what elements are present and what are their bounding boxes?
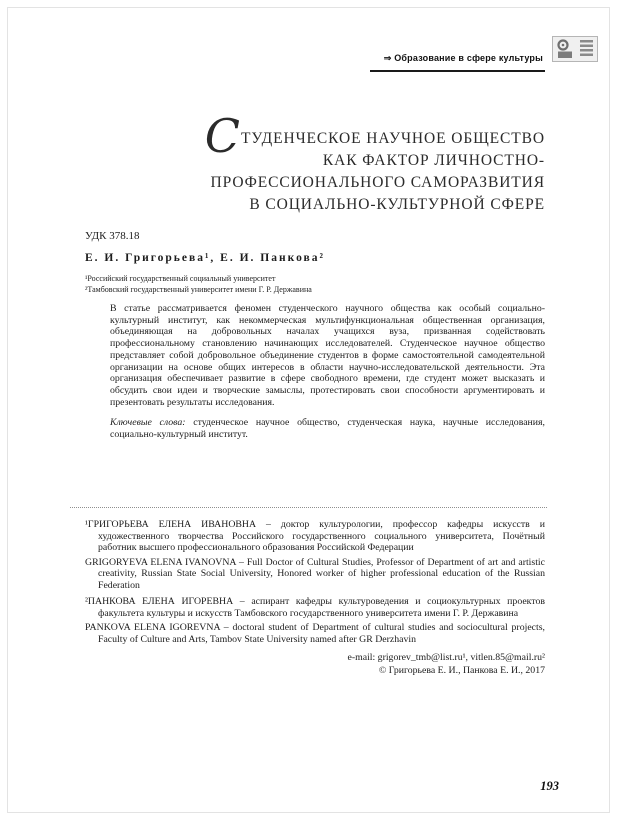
copyright-line: © Григорьева Е. И., Панкова Е. И., 2017 <box>378 665 545 676</box>
title-line-2: КАК ФАКТОР ЛИЧНОСТНО- <box>322 152 545 169</box>
dotted-separator <box>70 507 547 508</box>
keywords-text: студенческое научное общество, студенческая наука, научные исследования, социально-культурный институт. <box>110 417 545 441</box>
section-label: ⇒ Образование в сфере культуры <box>383 53 543 63</box>
page-number: 193 <box>540 779 559 793</box>
abstract-paragraph: В статье рассматривается феномен студенческого научного общества как особый социально-культурный институт, как некоммерческая мультифункциональная общественная организация, объединяющая на добровольных началах учащихся вуза, призванная содействовать профессиональному становлению начинающих исследователей. Студенческое научное общество представляет собой добровольное объединение студентов в форме самостоятельной самодеятельной организации на основе общих интересов в области научно-исследовательской деятельности. Эта организация обеспечивает развитие в сфере свободного времени, где студент может высказать и обсудить свои идеи и творческие замыслы, протестировать свои способности аргументировать и презентовать результаты исследования. <box>110 303 545 408</box>
bio-grigoryeva-en: GRIGORYEVA ELENA IVANOVNA – Full Doctor of Cultural Studies, Professor of Department of art and artistic creativity, Russian State Social University, Honored worker of higher professional education of the Russian Federation <box>85 556 545 591</box>
keywords-paragraph <box>110 417 545 440</box>
email-line: e-mail: grigorev_tmb@list.ru¹, vitlen.85@mail.ru² <box>347 652 545 663</box>
affiliation-1: ¹Российский государственный социальный университет <box>85 274 276 283</box>
bio-grigoryeva-ru: ¹ГРИГОРЬЕВА ЕЛЕНА ИВАНОВНА – доктор культурологии, профессор кафедры искусств и художественного творчества Российского государственного социального университета, Почётный работник высшего профессионального образования Российской Федерации <box>85 519 545 553</box>
abstract-block <box>110 303 545 441</box>
footnotes-section <box>85 519 545 677</box>
section-underline <box>370 48 545 72</box>
title-line-1-text: ТУДЕНЧЕСКОЕ НАУЧНОЕ ОБЩЕСТВО <box>240 130 545 147</box>
article-title <box>120 109 545 216</box>
keywords-label: Ключевые слова: <box>110 417 186 429</box>
page-header <box>0 36 617 70</box>
title-line-3: ПРОФЕССИОНАЛЬНОГО САМОРАЗВИТИЯ <box>210 174 545 191</box>
bio-pankova-en: PANKOVA ELENA IGOREVNA – doctoral student of Department of cultural studies and sociocultural projects, Faculty of Culture and Arts, Tambov State University named after GR Derzhavin <box>85 622 545 645</box>
affiliations <box>85 273 312 295</box>
udk-label: УДК 378.18 <box>85 230 140 242</box>
affiliation-2: ²Тамбовский государственный университет имени Г. Р. Державина <box>85 285 312 294</box>
title-line-4: В СОЦИАЛЬНО-КУЛЬТУРНОЙ СФЕРЕ <box>249 196 545 213</box>
bio-pankova-ru: ²ПАНКОВА ЕЛЕНА ИГОРЕВНА – аспирант кафедры культуроведения и социокультурных проектов факультета культуры и искусств Тамбовского государственного университета имени Г. Р. Державина <box>85 596 545 619</box>
column-capital-icon <box>552 36 598 62</box>
authors-line: Е. И. Григорьева¹, Е. И. Панкова² <box>85 252 325 264</box>
title-drop-cap: С <box>204 109 240 163</box>
